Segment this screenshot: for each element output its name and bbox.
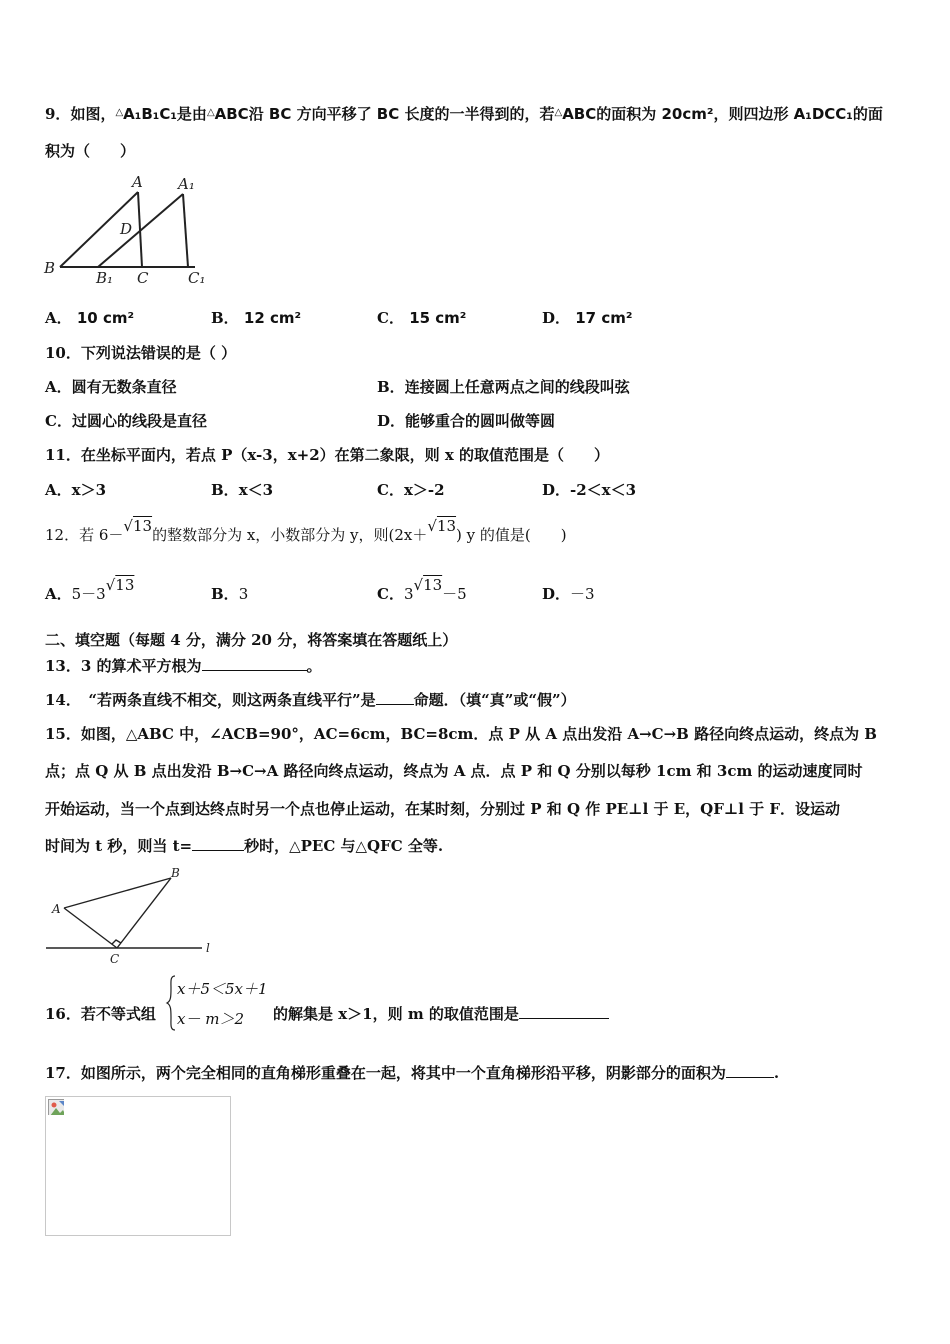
- section-2-heading: 二、填空题（每题 4 分，满分 20 分，将答案填在答题纸上）: [45, 631, 458, 649]
- q9-stem-line1: 9．如图，△A₁B₁C₁是由△ABC沿 BC 方向平移了 BC 长度的一半得到的，若△ABC的面积为 20cm²，则四边形 A₁DCC₁的面: [45, 105, 883, 123]
- q11-stem: 11．在坐标平面内，若点 P（x-3，x+2）在第二象限，则 x 的取值范围是（ ）: [45, 446, 610, 464]
- fig15-label-A: A: [52, 902, 61, 916]
- q15-answer-blank[interactable]: [192, 836, 244, 851]
- q12-stem: 12．若 6－√13的整数部分为 x，小数部分为 y，则(2x＋√13) y 的值是( ): [45, 517, 567, 544]
- q14-answer-blank[interactable]: [376, 690, 414, 705]
- fig9-label-D: D: [120, 220, 133, 238]
- q9-option-d[interactable]: D． 17 cm²: [542, 309, 633, 327]
- fig15-label-l: l: [206, 941, 210, 955]
- fig9-label-A1: A₁: [178, 175, 195, 193]
- q15-line3: 开始运动，当一个点到达终点时另一个点也停止运动，在某时刻，分别过 P 和 Q 作 PE⊥l 于 E，QF⊥l 于 F．设运动: [45, 800, 841, 818]
- q12-option-b[interactable]: B．3: [211, 585, 249, 603]
- q16-stem-start: 16．若不等式组: [45, 1005, 156, 1023]
- q16-stem-end: 的解集是 x＞1，则 m 的取值范围是: [273, 1003, 609, 1024]
- q9-triangle-figure: [40, 170, 215, 290]
- q16-inequality-1: x＋5＜5x＋1: [177, 980, 268, 998]
- q15-line4: 时间为 t 秒，则当 t= 秒时，△PEC 与△QFC 全等.: [45, 837, 444, 855]
- q15-line1: 15．如图，△ABC 中，∠ACB=90°，AC=6cm，BC=8cm．点 P 从 A 点出发沿 A→C→B 路径向终点运动，终点为 B: [45, 725, 877, 743]
- fig15-label-B: B: [171, 866, 180, 880]
- fig9-label-B1: B₁: [96, 269, 114, 287]
- fig9-label-A: A: [132, 173, 143, 191]
- q9-option-b[interactable]: B． 12 cm²: [211, 309, 302, 327]
- broken-image-icon: [48, 1099, 64, 1115]
- fig15-label-C: C: [110, 952, 120, 966]
- q12-option-d[interactable]: D．－3: [542, 585, 595, 603]
- q10-option-d[interactable]: D．能够重合的圆叫做等圆: [377, 412, 556, 430]
- q10-option-b[interactable]: B．连接圆上任意两点之间的线段叫弦: [377, 378, 630, 396]
- q13-answer-blank[interactable]: [202, 656, 307, 671]
- q15-line2: 点；点 Q 从 B 点出发沿 B→C→A 路径向终点运动，终点为 A 点．点 P 和 Q 分别以每秒 1cm 和 3cm 的运动速度同时: [45, 762, 863, 780]
- q12-option-c[interactable]: C．3√13－5: [377, 576, 467, 603]
- q11-option-d[interactable]: D．-2＜x＜3: [542, 481, 637, 499]
- q13-stem: 13．3 的算术平方根为 。: [45, 657, 322, 675]
- q9-option-a[interactable]: A． 10 cm²: [45, 309, 135, 327]
- q11-option-c[interactable]: C．x＞-2: [377, 481, 445, 499]
- q15-triangle-figure: [40, 862, 220, 967]
- fig9-label-B: B: [44, 259, 56, 277]
- q10-option-a[interactable]: A．圆有无数条直径: [45, 378, 177, 396]
- q10-option-c[interactable]: C．过圆心的线段是直径: [45, 412, 207, 430]
- q16-system-brace: [165, 974, 177, 1032]
- fig9-label-C: C: [137, 269, 149, 287]
- q16-answer-blank[interactable]: [519, 1004, 609, 1019]
- q16-inequality-2: x－ m＞2: [177, 1010, 244, 1028]
- q17-stem: 17．如图所示，两个完全相同的直角梯形重叠在一起，将其中一个直角梯形沿平移，阴影部分的面积为 .: [45, 1064, 780, 1082]
- q12-option-a[interactable]: A．5－3√13: [45, 576, 135, 603]
- q11-option-b[interactable]: B．x＜3: [211, 481, 274, 499]
- q17-missing-figure: [45, 1096, 231, 1236]
- q17-answer-blank[interactable]: [726, 1063, 774, 1078]
- fig9-label-C1: C₁: [188, 269, 206, 287]
- q10-stem: 10．下列说法错误的是（ ）: [45, 344, 237, 362]
- q9-stem-line2: 积为（ ）: [45, 142, 136, 160]
- q9-option-c[interactable]: C． 15 cm²: [377, 309, 467, 327]
- q14-stem: 14． “若两条直线不相交，则这两条直线平行”是 命题．（填“真”或“假”）: [45, 691, 576, 709]
- q11-option-a[interactable]: A．x＞3: [45, 481, 107, 499]
